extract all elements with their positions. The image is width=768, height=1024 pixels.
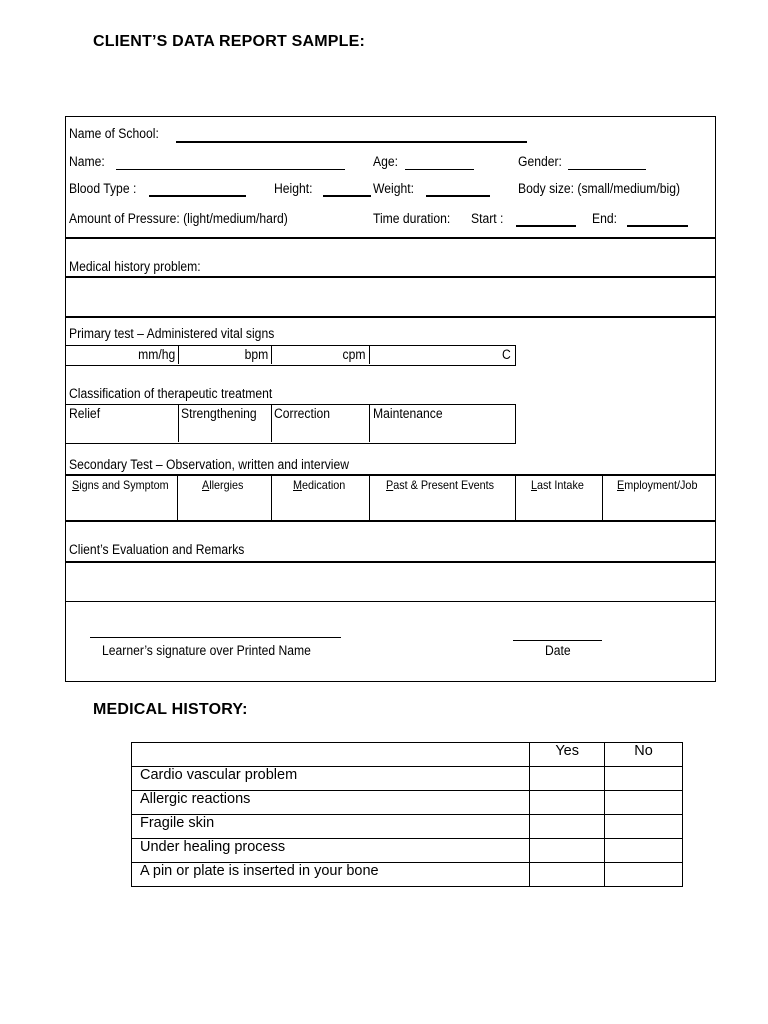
table-row: [132, 767, 683, 791]
end-label: End:: [592, 211, 618, 226]
yes-cell[interactable]: [530, 767, 605, 791]
medical-history-title: MEDICAL HISTORY:: [93, 701, 248, 718]
age-field[interactable]: [405, 169, 474, 170]
yes-cell[interactable]: [530, 815, 605, 839]
secondary-col-past-present-events[interactable]: [370, 476, 516, 520]
col-initial: M: [293, 478, 302, 492]
col-label: llergies: [209, 478, 244, 492]
section-divider: [65, 276, 716, 278]
table-row: [132, 815, 683, 839]
secondary-col-medication[interactable]: [272, 476, 370, 520]
body-size-label: Body size: (small/medium/big): [518, 181, 681, 196]
secondary-col-last-intake[interactable]: [516, 476, 603, 520]
date-line[interactable]: [513, 640, 602, 641]
start-field[interactable]: [516, 225, 576, 227]
col-label: mployment/Job: [624, 478, 698, 492]
vitals-cell-respiration[interactable]: [272, 346, 370, 364]
classification-option-correction[interactable]: [272, 405, 370, 442]
no-cell[interactable]: [605, 791, 683, 815]
classification-option-label: Strengthening: [181, 406, 257, 421]
section-divider: [65, 520, 716, 522]
gender-label: Gender:: [518, 154, 562, 169]
col-label: edication: [302, 478, 346, 492]
vitals-cell-pulse[interactable]: [179, 346, 272, 364]
page-title: CLIENT’S DATA REPORT SAMPLE:: [93, 33, 365, 50]
classification-option-strengthening[interactable]: [179, 405, 272, 442]
table-row: [132, 791, 683, 815]
start-label: Start :: [471, 211, 504, 226]
vitals-unit-bp: mm/hg: [137, 347, 175, 362]
no-cell[interactable]: [605, 815, 683, 839]
section-divider: [65, 237, 716, 239]
vitals-unit-pulse: bpm: [244, 347, 268, 362]
condition-label: Under healing process: [132, 839, 530, 863]
classification-option-maintenance[interactable]: [370, 405, 514, 442]
no-cell[interactable]: [605, 839, 683, 863]
medical-history-problem-label: Medical history problem:: [69, 259, 201, 274]
height-field[interactable]: [323, 195, 371, 197]
gender-field[interactable]: [568, 169, 646, 170]
name-label: Name:: [69, 154, 105, 169]
table-header-blank: [132, 743, 530, 767]
medical-history-problem-field[interactable]: [66, 279, 714, 316]
secondary-col-signs-symptom[interactable]: [65, 476, 178, 520]
column-header-no: No: [605, 743, 683, 767]
col-initial: P: [386, 478, 394, 492]
vitals-unit-temperature: C: [502, 347, 511, 362]
evaluation-field[interactable]: [66, 563, 714, 600]
medical-history-table: [131, 742, 683, 887]
no-cell[interactable]: [605, 767, 683, 791]
evaluation-label: Client’s Evaluation and Remarks: [69, 542, 245, 557]
school-field[interactable]: [176, 141, 527, 143]
vitals-unit-respiration: cpm: [343, 347, 366, 362]
signature-label: Learner’s signature over Printed Name: [102, 643, 311, 658]
secondary-col-allergies[interactable]: [178, 476, 272, 520]
col-label: igns and Symptom: [79, 478, 169, 492]
vitals-cell-temperature[interactable]: [370, 346, 514, 364]
weight-label: Weight:: [373, 181, 414, 196]
col-initial: A: [202, 478, 210, 492]
school-label: Name of School:: [69, 126, 159, 141]
col-label: ast & Present Events: [393, 478, 495, 492]
primary-test-label: Primary test – Administered vital signs: [69, 326, 275, 341]
pressure-label: Amount of Pressure: (light/medium/hard): [69, 211, 288, 226]
time-duration-label: Time duration:: [373, 211, 451, 226]
table-row: [132, 863, 683, 887]
date-label: Date: [545, 643, 571, 658]
yes-cell[interactable]: [530, 839, 605, 863]
signature-line[interactable]: [90, 637, 341, 638]
col-initial: S: [72, 478, 80, 492]
condition-label: Allergic reactions: [132, 791, 530, 815]
section-divider: [65, 316, 716, 318]
name-field[interactable]: [116, 169, 345, 170]
classification-option-label: Correction: [274, 406, 331, 421]
col-label: ast Intake: [537, 478, 584, 492]
secondary-test-label: Secondary Test – Observation, written and interview: [69, 457, 350, 472]
classification-box: [65, 404, 516, 444]
yes-cell[interactable]: [530, 863, 605, 887]
classification-label: Classification of therapeutic treatment: [69, 386, 273, 401]
condition-label: A pin or plate is inserted in your bone: [132, 863, 530, 887]
classification-option-label: Relief: [69, 406, 101, 421]
secondary-test-table: [65, 476, 716, 520]
condition-label: Cardio vascular problem: [132, 767, 530, 791]
classification-option-relief[interactable]: [66, 405, 179, 442]
col-initial: E: [617, 478, 625, 492]
weight-field[interactable]: [426, 195, 490, 197]
vitals-box: [65, 345, 516, 366]
end-field[interactable]: [627, 225, 688, 227]
col-initial: L: [531, 478, 538, 492]
height-label: Height:: [274, 181, 313, 196]
no-cell[interactable]: [605, 863, 683, 887]
classification-option-label: Maintenance: [373, 406, 443, 421]
condition-label: Fragile skin: [132, 815, 530, 839]
secondary-col-employment-job[interactable]: [603, 476, 713, 520]
section-divider: [65, 601, 716, 602]
vitals-cell-bp[interactable]: [66, 346, 179, 364]
column-header-yes: Yes: [530, 743, 605, 767]
blood-type-field[interactable]: [149, 195, 246, 197]
table-row: [132, 839, 683, 863]
yes-cell[interactable]: [530, 791, 605, 815]
age-label: Age:: [373, 154, 399, 169]
table-row: [132, 743, 683, 767]
blood-type-label: Blood Type :: [69, 181, 137, 196]
